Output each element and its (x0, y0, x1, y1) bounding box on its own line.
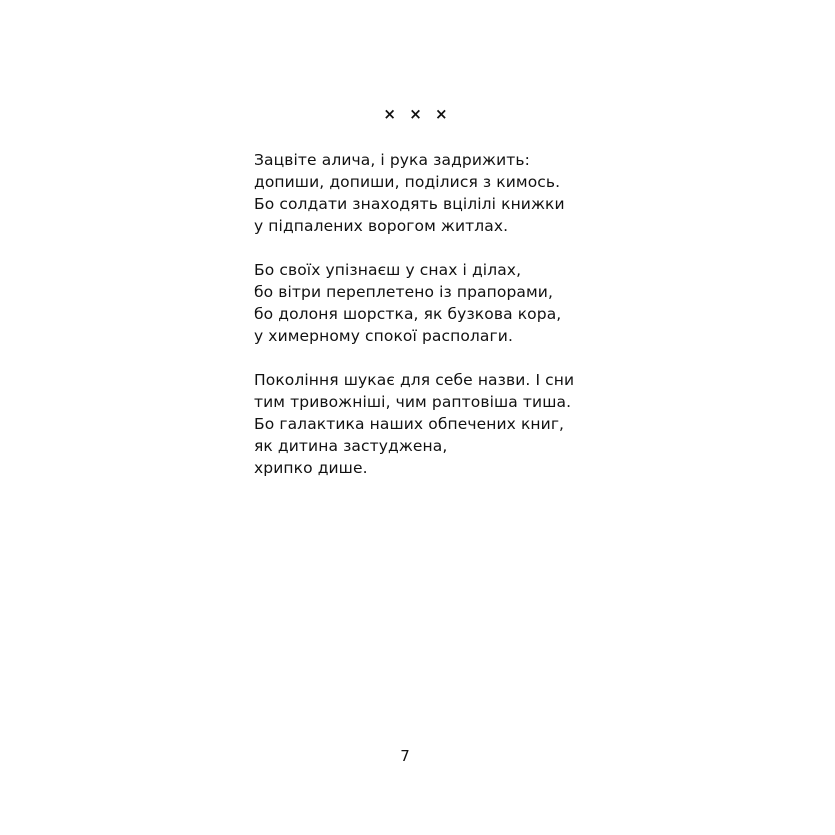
poem-line: хрипко дише. (254, 459, 368, 477)
poem-line: бо долоня шорстка, як бузкова кора, (254, 305, 562, 323)
poem-line: Зацвіте алича, і рука задрижить: (254, 151, 530, 169)
poem-line: Покоління шукає для себе назви. І сни (254, 371, 575, 389)
poem-line: бо вітри переплетено із прапорами, (254, 283, 554, 301)
poem-line: Бо галактика наших обпечених книг, (254, 415, 565, 433)
section-separator: × × × (383, 105, 452, 123)
poem-line: Бо своїх упізнаєш у снах і ділах, (254, 261, 522, 279)
poem-line: тим тривожніші, чим раптовіша тиша. (254, 393, 572, 411)
poem-line: як дитина застуджена, (254, 437, 448, 455)
page-number: 7 (400, 747, 410, 765)
stanza-1 (254, 149, 574, 237)
poem-line: допиши, допиши, поділися з кимось. (254, 173, 561, 191)
poem (254, 149, 574, 501)
stanza-3 (254, 369, 574, 479)
poem-line: у химерному спокої располаги. (254, 327, 513, 345)
stanza-2 (254, 259, 574, 347)
poem-line: у підпалених ворогом житлах. (254, 217, 509, 235)
poem-line: Бо солдати знаходять вцілілі книжки (254, 195, 565, 213)
